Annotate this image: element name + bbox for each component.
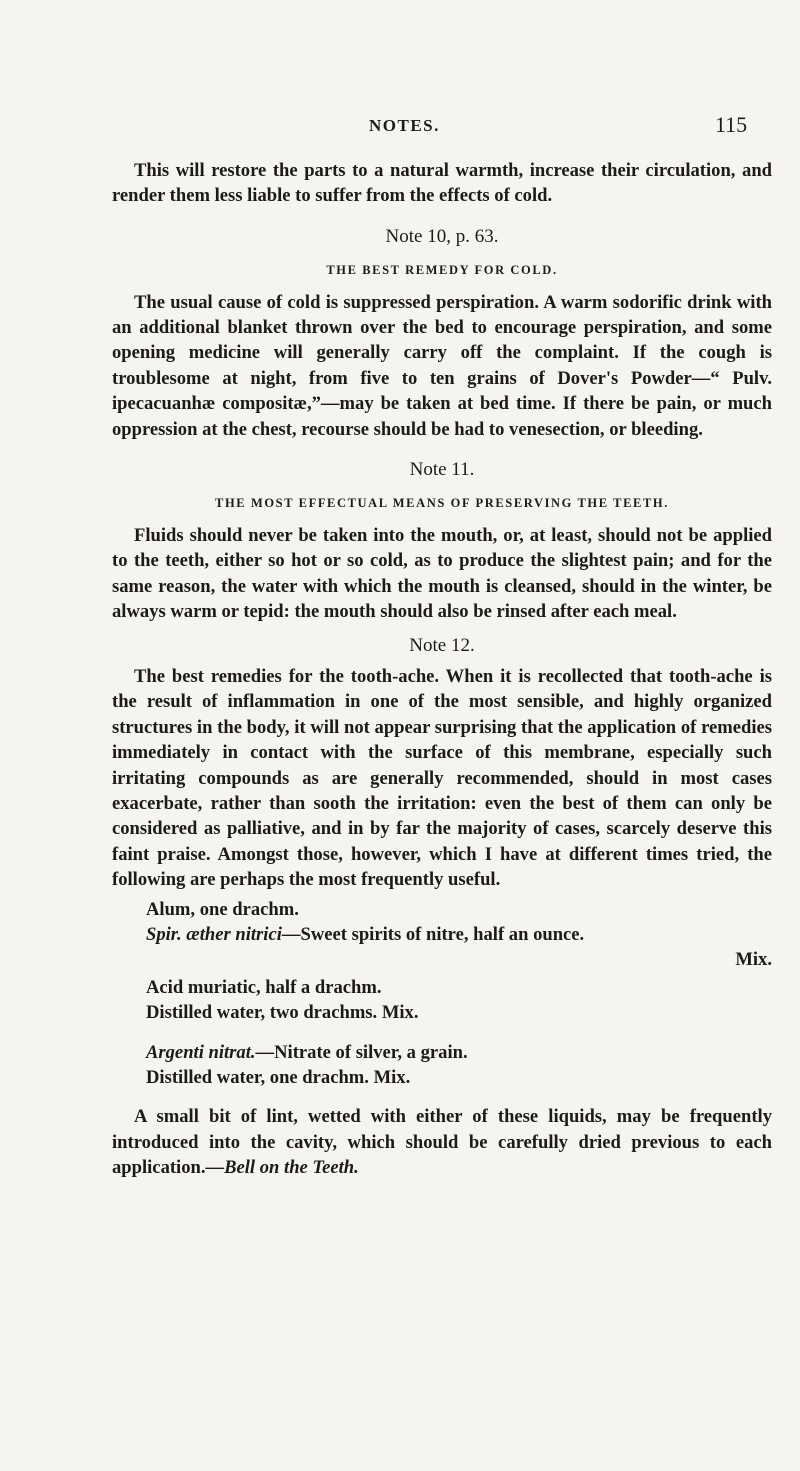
intro-paragraph: This will restore the parts to a natural warmth, increase their circulation, and render them less liable to suffer from the effects of cold. bbox=[112, 160, 772, 207]
recipe-1-latin: Spir. æther nitrici bbox=[146, 923, 282, 945]
page-number: 115 bbox=[715, 112, 748, 137]
recipe-3-latin: Argenti nitrat. bbox=[146, 1041, 256, 1063]
note-10-label: Note 10, p. 63. bbox=[385, 225, 499, 247]
closing-paragraph bbox=[112, 1104, 772, 1180]
note-12-label: Note 12. bbox=[409, 634, 475, 656]
recipe-1-line-1: Alum, one drachm. bbox=[146, 898, 299, 920]
recipe-2-line-2: Distilled water, two drachms. Mix. bbox=[146, 1002, 419, 1024]
note-11-heading: THE MOST EFFECTUAL MEANS OF PRESERVING THE TEETH. bbox=[215, 496, 669, 511]
recipe-1-english: —Sweet spirits of nitre, half an ounce. bbox=[281, 923, 585, 945]
recipe-1-line-2 bbox=[124, 922, 772, 947]
running-head bbox=[0, 112, 800, 142]
recipe-1-mix: Mix. bbox=[735, 949, 772, 971]
recipe-3-line-1 bbox=[124, 1040, 772, 1065]
recipe-3-english: —Nitrate of silver, a grain. bbox=[255, 1041, 468, 1063]
recipe-list bbox=[124, 897, 772, 1091]
closing-text: A small bit of lint, wetted with either of these liquids, may be frequently introduced into the cavity, which should be carefully dried previous to each application.— bbox=[112, 1106, 772, 1179]
running-title: NOTES. bbox=[369, 116, 440, 135]
page-content bbox=[112, 158, 772, 1181]
note-10-heading: THE BEST REMEDY FOR COLD. bbox=[326, 263, 558, 278]
note-12-body: The best remedies for the tooth-ache. When it is recollected that tooth-ache is the result of inflammation in one of the most sensible, and highly organized structures in the body, it will not appear surprising that the application of remedies immediately in contact with the surface of this membrane, especially such irritating compounds as are generally recommended, should in most cases exacerbate, rather than sooth the irritation: even the best of them can only be considered as palliative, and in by far the majority of cases, scarcely deserve this faint praise. Amongst those, however, which I have at different times tried, the following are perhaps the most frequently useful. bbox=[112, 665, 772, 891]
recipe-3-line-2: Distilled water, one drachm. Mix. bbox=[146, 1067, 411, 1088]
note-11-body: Fluids should never be taken into the mouth, or, at least, should not be applied to the teeth, either so hot or so cold, as to produce the slightest pain; and for the same reason, the water with which the mouth is cleansed, should in the winter, be always warm or tepid: the mouth should also be rinsed after each meal. bbox=[112, 524, 772, 623]
note-10-body: The usual cause of cold is suppressed perspiration. A warm sodorific drink with an additional blanket thrown over the bed to encourage perspiration, and some opening medicine will generally carry off the complaint. If the cough is troublesome at night, from five to ten grains of Dover's Powder—“ Pulv. ipecacuanhæ compositæ,”—may be taken at bed time. If there be pain, or much oppression at the chest, recourse should be had to venesection, or bleeding. bbox=[112, 291, 772, 440]
recipe-2-line-1: Acid muriatic, half a drachm. bbox=[146, 976, 382, 998]
note-11-label: Note 11. bbox=[409, 459, 475, 481]
closing-source: Bell on the Teeth. bbox=[224, 1157, 359, 1179]
